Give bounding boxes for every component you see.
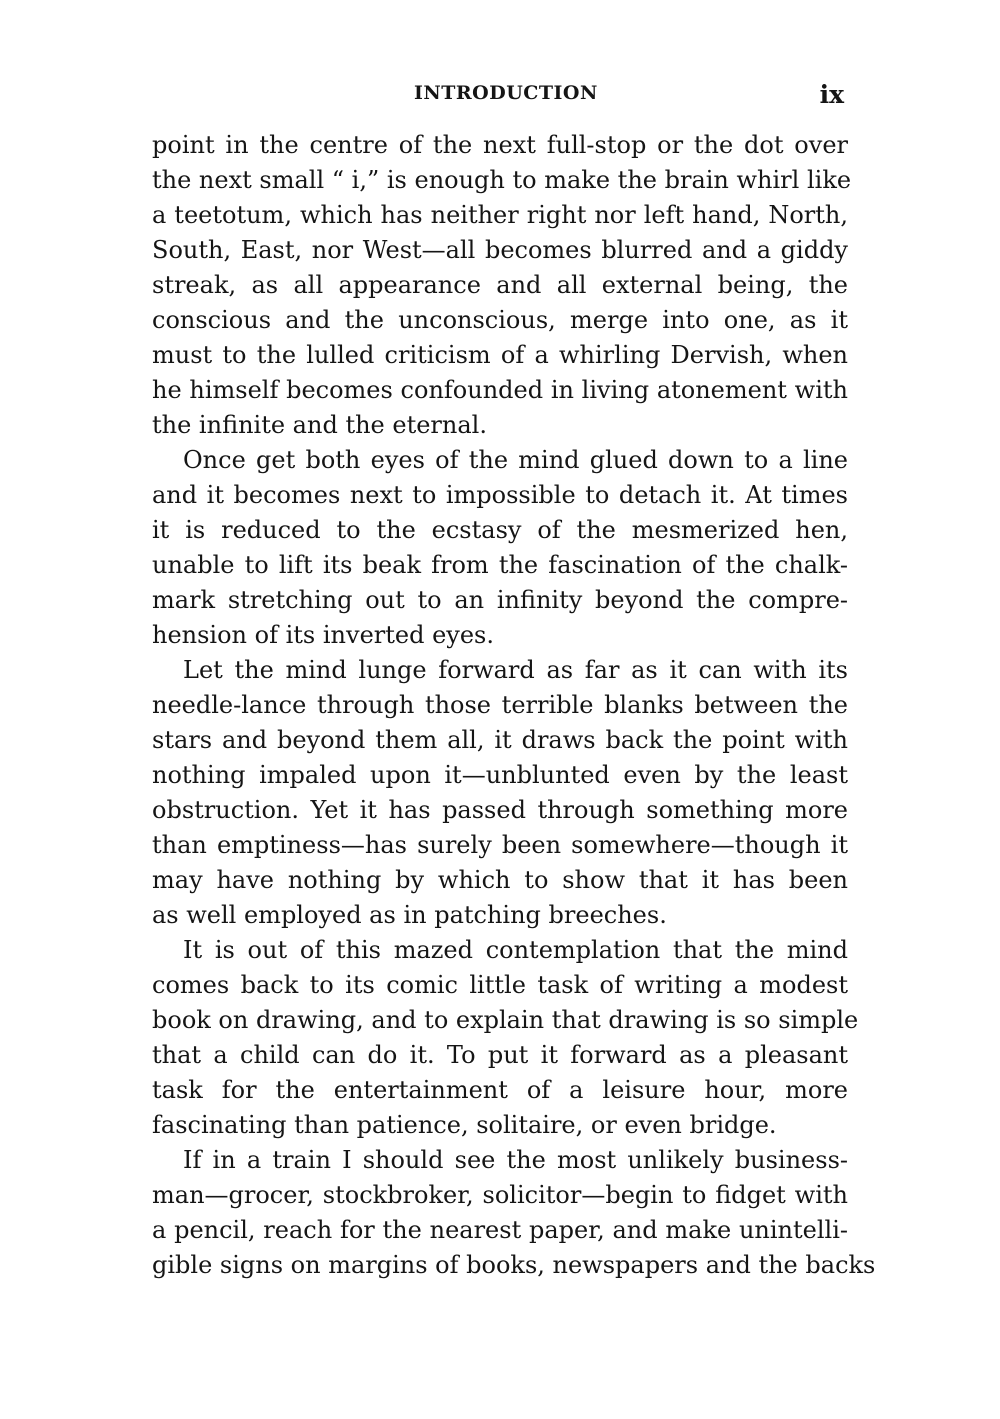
text-line: task for the entertainment of a leisure hour, more — [152, 1076, 848, 1104]
text-line: unable to lift its beak from the fascination of the chalk- — [152, 551, 848, 579]
paragraph — [152, 1143, 876, 1283]
page-header — [152, 82, 848, 112]
text-line: must to the lulled criticism of a whirling Dervish, when — [152, 341, 848, 369]
text-line: South, East, nor West—all becomes blurred and a giddy — [152, 236, 848, 264]
text-line: and it becomes next to impossible to detach it. At times — [152, 481, 848, 509]
text-line: a pencil, reach for the nearest paper, and make unintelli- — [152, 1216, 848, 1244]
text-line: than emptiness—has surely been somewhere—though it — [152, 831, 848, 859]
text-line: he himself becomes confounded in living atonement with — [152, 376, 848, 404]
text-line: point in the centre of the next full-stop or the dot over — [152, 131, 848, 159]
running-title: INTRODUCTION — [414, 82, 598, 104]
text-line: hension of its inverted eyes. — [152, 621, 494, 649]
text-line: mark stretching out to an infinity beyond the compre- — [152, 586, 848, 614]
text-line: Once get both eyes of the mind glued down to a line — [183, 446, 848, 474]
text-line: man—grocer, stockbroker, solicitor—begin to fidget with — [152, 1181, 848, 1209]
text-line: If in a train I should see the most unlikely business- — [183, 1146, 848, 1174]
text-line: book on drawing, and to explain that drawing is so simple — [152, 1006, 859, 1034]
text-line: obstruction. Yet it has passed through something more — [152, 796, 848, 824]
text-line: gible signs on margins of books, newspapers and the backs — [152, 1251, 876, 1279]
text-line: a teetotum, which has neither right nor left hand, North, — [152, 201, 848, 229]
paragraph — [152, 128, 852, 443]
text-line: needle-lance through those terrible blanks between the — [152, 691, 848, 719]
text-line: the next small “ i,” is enough to make the brain whirl like — [152, 166, 852, 194]
text-line: it is reduced to the ecstasy of the mesmerized hen, — [152, 516, 848, 544]
paragraph — [152, 653, 848, 933]
text-line: nothing impaled upon it—unblunted even by the least — [152, 761, 848, 789]
text-line: fascinating than patience, solitaire, or even bridge. — [152, 1111, 777, 1139]
text-line: comes back to its comic little task of writing a modest — [152, 971, 848, 999]
page-number: ix — [819, 80, 844, 109]
paragraph — [152, 443, 848, 653]
text-line: streak, as all appearance and all external being, the — [152, 271, 848, 299]
text-line: the infinite and the eternal. — [152, 411, 487, 439]
text-line: that a child can do it. To put it forward as a pleasant — [152, 1041, 848, 1069]
paragraph — [152, 933, 859, 1143]
text-line: may have nothing by which to show that it has been — [152, 866, 848, 894]
text-line: as well employed as in patching breeches. — [152, 901, 667, 929]
text-line: conscious and the unconscious, merge into one, as it — [152, 306, 848, 334]
body-text — [152, 128, 876, 1283]
text-line: stars and beyond them all, it draws back the point with — [152, 726, 848, 754]
text-line: It is out of this mazed contemplation that the mind — [183, 936, 848, 964]
text-line: Let the mind lunge forward as far as it can with its — [183, 656, 848, 684]
